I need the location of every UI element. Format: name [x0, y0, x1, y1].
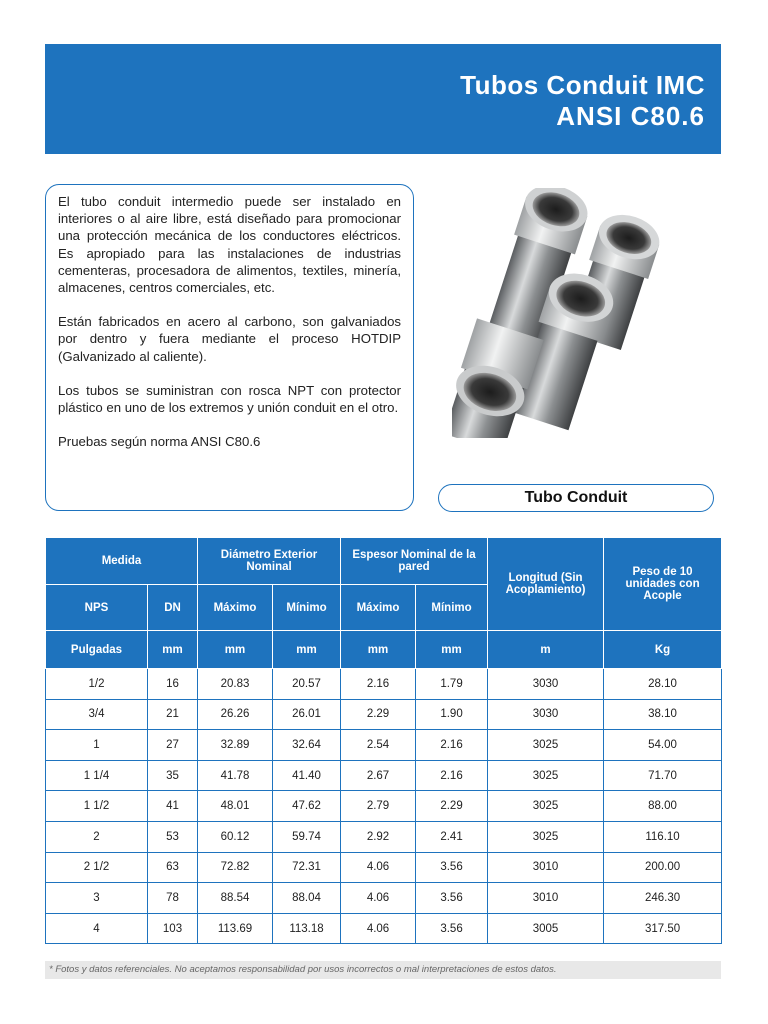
table-cell: 113.18 [273, 913, 341, 944]
header-peso: Peso de 10 unidades con Acople [604, 538, 722, 631]
table-cell: 2.67 [341, 760, 416, 791]
table-header-row-groups [46, 538, 722, 585]
table-cell: 113.69 [198, 913, 273, 944]
table-cell: 28.10 [604, 669, 722, 700]
header-diametro-exterior: Diámetro Exterior Nominal [198, 538, 341, 585]
table-cell: 3.56 [416, 883, 488, 914]
table-cell: 88.04 [273, 883, 341, 914]
table-cell: 2.29 [416, 791, 488, 822]
table-cell: 3025 [488, 730, 604, 761]
page-subtitle: ANSI C80.6 [556, 101, 705, 131]
table-cell: 72.31 [273, 852, 341, 883]
table-cell: 32.89 [198, 730, 273, 761]
header-banner [45, 44, 721, 154]
table-cell: 47.62 [273, 791, 341, 822]
table-row [46, 699, 722, 730]
header-espesor-minimo: Mínimo [416, 585, 488, 631]
header-medida: Medida [46, 538, 198, 585]
table-cell: 1.90 [416, 699, 488, 730]
table-cell: 20.57 [273, 669, 341, 700]
table-cell: 2.92 [341, 821, 416, 852]
table-cell: 21 [148, 699, 198, 730]
table-cell: 41.40 [273, 760, 341, 791]
table-row [46, 852, 722, 883]
table-cell: 71.70 [604, 760, 722, 791]
table-cell: 54.00 [604, 730, 722, 761]
table-cell: 3/4 [46, 699, 148, 730]
table-cell: 2.79 [341, 791, 416, 822]
unit-cell: mm [198, 631, 273, 669]
table-cell: 35 [148, 760, 198, 791]
table-cell: 103 [148, 913, 198, 944]
description-paragraph-3: Los tubos se suministran con rosca NPT con protector plástico en uno de los extremos y unión conduit en el otro. [58, 382, 401, 416]
table-cell: 88.00 [604, 791, 722, 822]
header-nps: NPS [46, 585, 148, 631]
table-cell: 2.16 [416, 730, 488, 761]
table-cell: 2.16 [416, 760, 488, 791]
table-cell: 2.16 [341, 669, 416, 700]
table-cell: 3025 [488, 760, 604, 791]
unit-cell: mm [341, 631, 416, 669]
table-cell: 32.64 [273, 730, 341, 761]
table-units-row [46, 631, 722, 669]
description-box [45, 184, 414, 511]
header-espesor-maximo: Máximo [341, 585, 416, 631]
description-paragraph-1: El tubo conduit intermedio puede ser instalado en interiores o al aire libre, está diseñado para promocionar una protección mecánica de los conductores eléctricos. Es apropiado para las instalaciones de industrias cementeras, procesadora de alimentos, textiles, minería, almacenes, centros comerciales, etc. [58, 194, 401, 296]
page-title: Tubos Conduit IMC [460, 70, 705, 100]
table-cell: 3005 [488, 913, 604, 944]
table-cell: 63 [148, 852, 198, 883]
table-cell: 2.54 [341, 730, 416, 761]
table-cell: 1 1/4 [46, 760, 148, 791]
header-longitud: Longitud (Sin Acoplamiento) [488, 538, 604, 631]
table-row [46, 669, 722, 700]
table-cell: 48.01 [198, 791, 273, 822]
table-cell: 3030 [488, 669, 604, 700]
table-cell: 246.30 [604, 883, 722, 914]
photo-caption: Tubo Conduit [438, 484, 714, 512]
table-cell: 3025 [488, 791, 604, 822]
table-cell: 1 1/2 [46, 791, 148, 822]
table-cell: 41.78 [198, 760, 273, 791]
table-row [46, 821, 722, 852]
unit-cell: Kg [604, 631, 722, 669]
table-cell: 116.10 [604, 821, 722, 852]
footnote: * Fotos y datos referenciales. No aceptamos responsabilidad por usos incorrectos o mal interpretaciones de estos datos. [45, 961, 721, 979]
table-row [46, 791, 722, 822]
unit-cell: m [488, 631, 604, 669]
table-cell: 2.29 [341, 699, 416, 730]
header-espesor-nominal: Espesor Nominal de la pared [341, 538, 488, 585]
table-cell: 20.83 [198, 669, 273, 700]
table-cell: 317.50 [604, 913, 722, 944]
table-cell: 26.26 [198, 699, 273, 730]
table-cell: 88.54 [198, 883, 273, 914]
conduit-pipes-photo [452, 188, 714, 438]
table-cell: 16 [148, 669, 198, 700]
table-cell: 3.56 [416, 913, 488, 944]
table-cell: 1 [46, 730, 148, 761]
header-dn: DN [148, 585, 198, 631]
table-cell: 1/2 [46, 669, 148, 700]
table-cell: 59.74 [273, 821, 341, 852]
table-cell: 3030 [488, 699, 604, 730]
table-cell: 4.06 [341, 913, 416, 944]
table-row [46, 883, 722, 914]
table-cell: 2.41 [416, 821, 488, 852]
table-row [46, 760, 722, 791]
table-cell: 41 [148, 791, 198, 822]
unit-cell: mm [416, 631, 488, 669]
unit-cell: mm [273, 631, 341, 669]
table-cell: 200.00 [604, 852, 722, 883]
table-cell: 3025 [488, 821, 604, 852]
table-cell: 26.01 [273, 699, 341, 730]
table-row [46, 913, 722, 944]
unit-cell: mm [148, 631, 198, 669]
table-cell: 3 [46, 883, 148, 914]
header-diametro-minimo: Mínimo [273, 585, 341, 631]
table-cell: 78 [148, 883, 198, 914]
table-cell: 3010 [488, 852, 604, 883]
description-paragraph-4: Pruebas según norma ANSI C80.6 [58, 434, 261, 450]
specifications-table [45, 537, 722, 944]
table-cell: 4.06 [341, 852, 416, 883]
unit-cell: Pulgadas [46, 631, 148, 669]
table-cell: 27 [148, 730, 198, 761]
table-row [46, 730, 722, 761]
table-cell: 2 1/2 [46, 852, 148, 883]
table-cell: 4.06 [341, 883, 416, 914]
description-paragraph-2: Están fabricados en acero al carbono, son galvaniados por dentro y fuera mediante el proceso HOTDIP (Galvanizado al caliente). [58, 314, 401, 364]
table-body [46, 669, 722, 944]
table-cell: 1.79 [416, 669, 488, 700]
table-cell: 38.10 [604, 699, 722, 730]
table-cell: 60.12 [198, 821, 273, 852]
table-cell: 2 [46, 821, 148, 852]
table-cell: 3010 [488, 883, 604, 914]
table-cell: 3.56 [416, 852, 488, 883]
table-cell: 53 [148, 821, 198, 852]
table-cell: 4 [46, 913, 148, 944]
table-cell: 72.82 [198, 852, 273, 883]
header-diametro-maximo: Máximo [198, 585, 273, 631]
